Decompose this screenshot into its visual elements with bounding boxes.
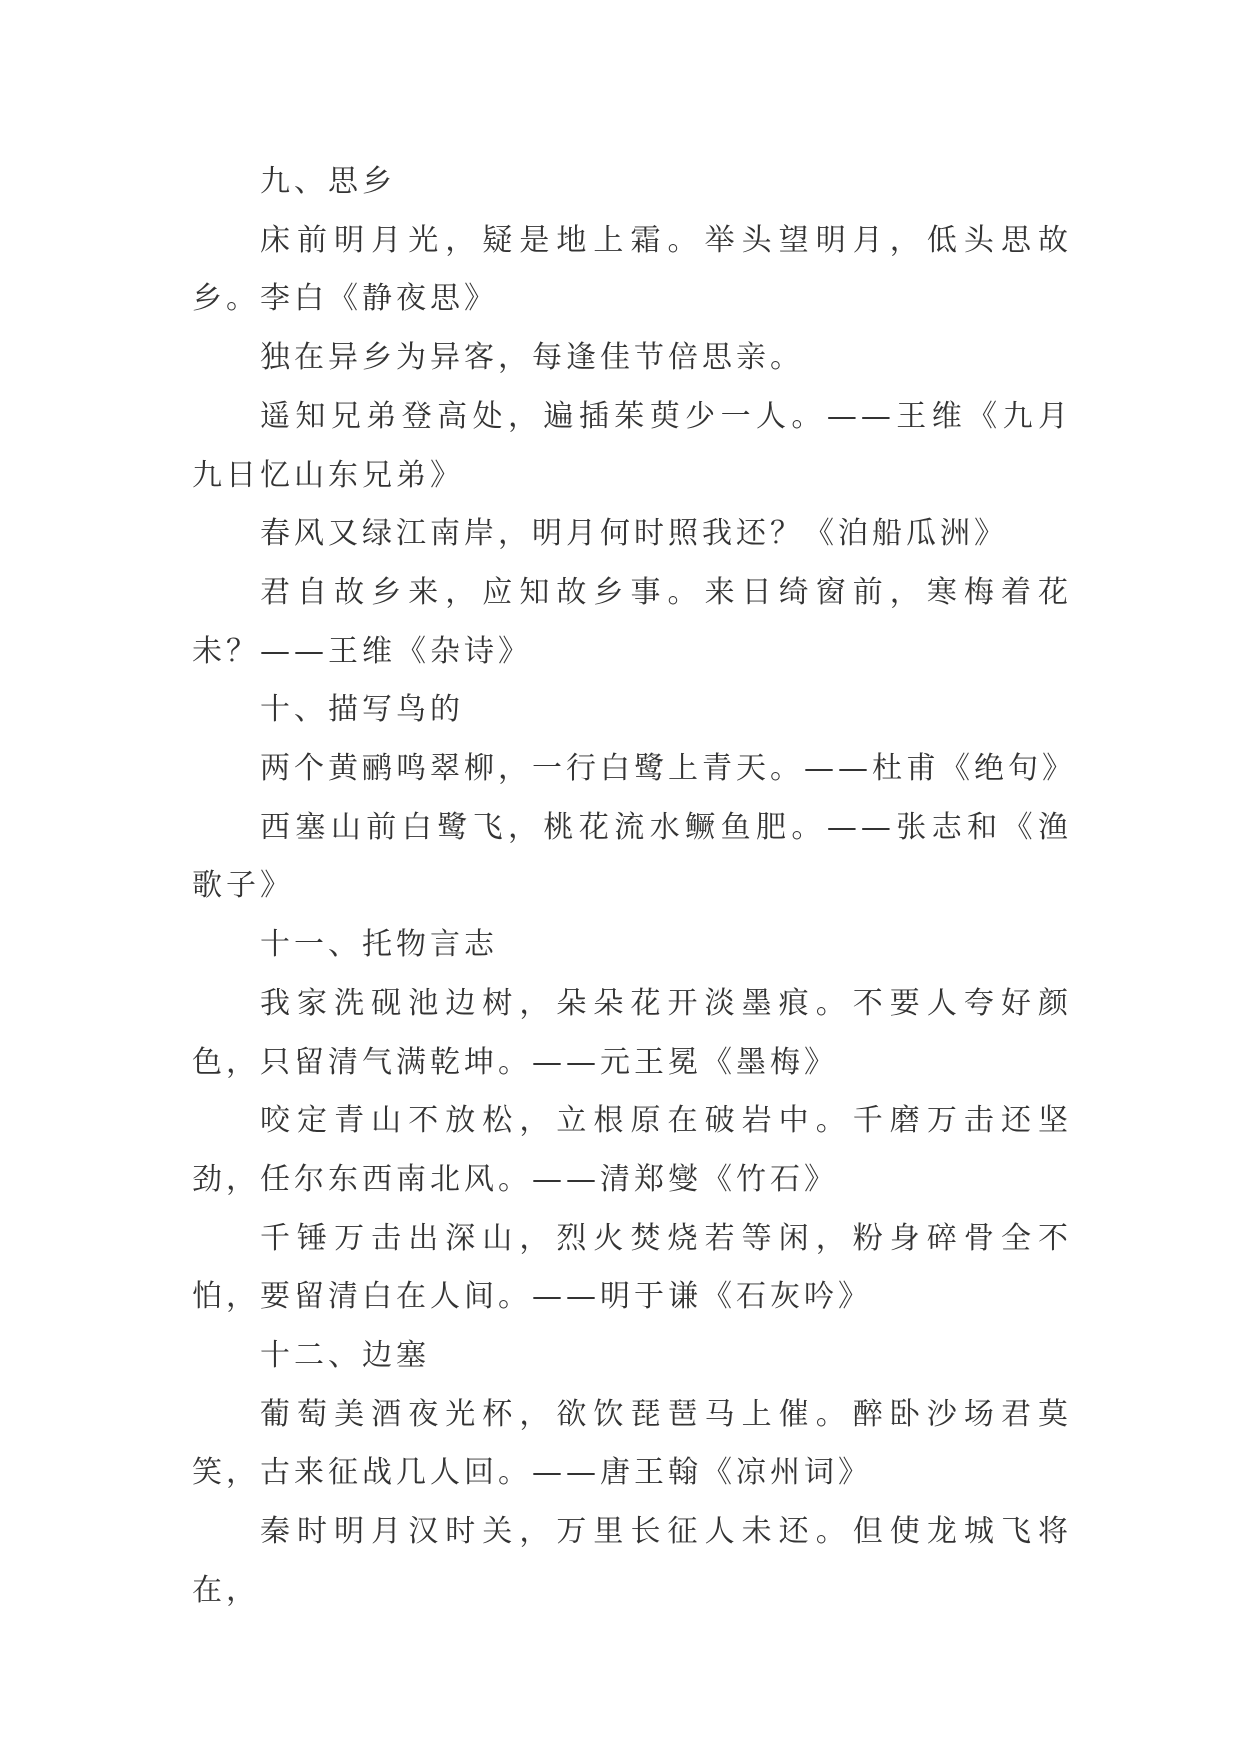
section-heading-homesickness: 九、思乡 bbox=[260, 164, 396, 199]
poem-paragraph: 咬定青山不放松，立根原在破岩中。千磨万击还坚劲，任尔东西南北风。——清郑燮《竹石》 bbox=[192, 1103, 1072, 1197]
poem-paragraph: 春风又绿江南岸，明月何时照我还？《泊船瓜洲》 bbox=[260, 516, 1008, 552]
poem-paragraph: 君自故乡来，应知故乡事。来日绮窗前，寒梅着花未？——王维《杂诗》 bbox=[192, 574, 1072, 669]
poem-paragraph: 遥知兄弟登高处，遍插茱萸少一人。——王维《九月九日忆山东兄弟》 bbox=[192, 398, 1072, 493]
poem-paragraph: 葡萄美酒夜光杯，欲饮琵琶马上催。醉卧沙场君莫笑，古来征战几人回。——唐王翰《凉州词》 bbox=[192, 1396, 1072, 1491]
poem-paragraph: 床前明月光，疑是地上霜。举头望明月，低头思故乡。李白《静夜思》 bbox=[192, 222, 1072, 317]
poem-paragraph: 西塞山前白鹭飞，桃花流水鳜鱼肥。——张志和《渔歌子》 bbox=[192, 809, 1072, 904]
poem-paragraph: 独在异乡为异客，每逢佳节倍思亲。 bbox=[260, 340, 804, 376]
section-heading-frontier: 十二、边塞 bbox=[260, 1338, 430, 1374]
poem-paragraph: 秦时明月汉时关，万里长征人未还。但使龙城飞将在， bbox=[192, 1514, 1072, 1608]
poem-paragraph: 两个黄鹂鸣翠柳，一行白鹭上青天。——杜甫《绝句》 bbox=[260, 751, 1076, 787]
poem-paragraph: 千锤万击出深山，烈火焚烧若等闲，粉身碎骨全不怕，要留清白在人间。——明于谦《石灰吟》 bbox=[192, 1220, 1072, 1315]
section-heading-birds: 十、描写鸟的 bbox=[260, 692, 464, 728]
document-body bbox=[192, 153, 1076, 1621]
poem-paragraph: 我家洗砚池边树，朵朵花开淡墨痕。不要人夸好颜色，只留清气满乾坤。——元王冕《墨梅》 bbox=[192, 985, 1072, 1080]
section-heading-aspiration: 十一、托物言志 bbox=[260, 927, 498, 963]
